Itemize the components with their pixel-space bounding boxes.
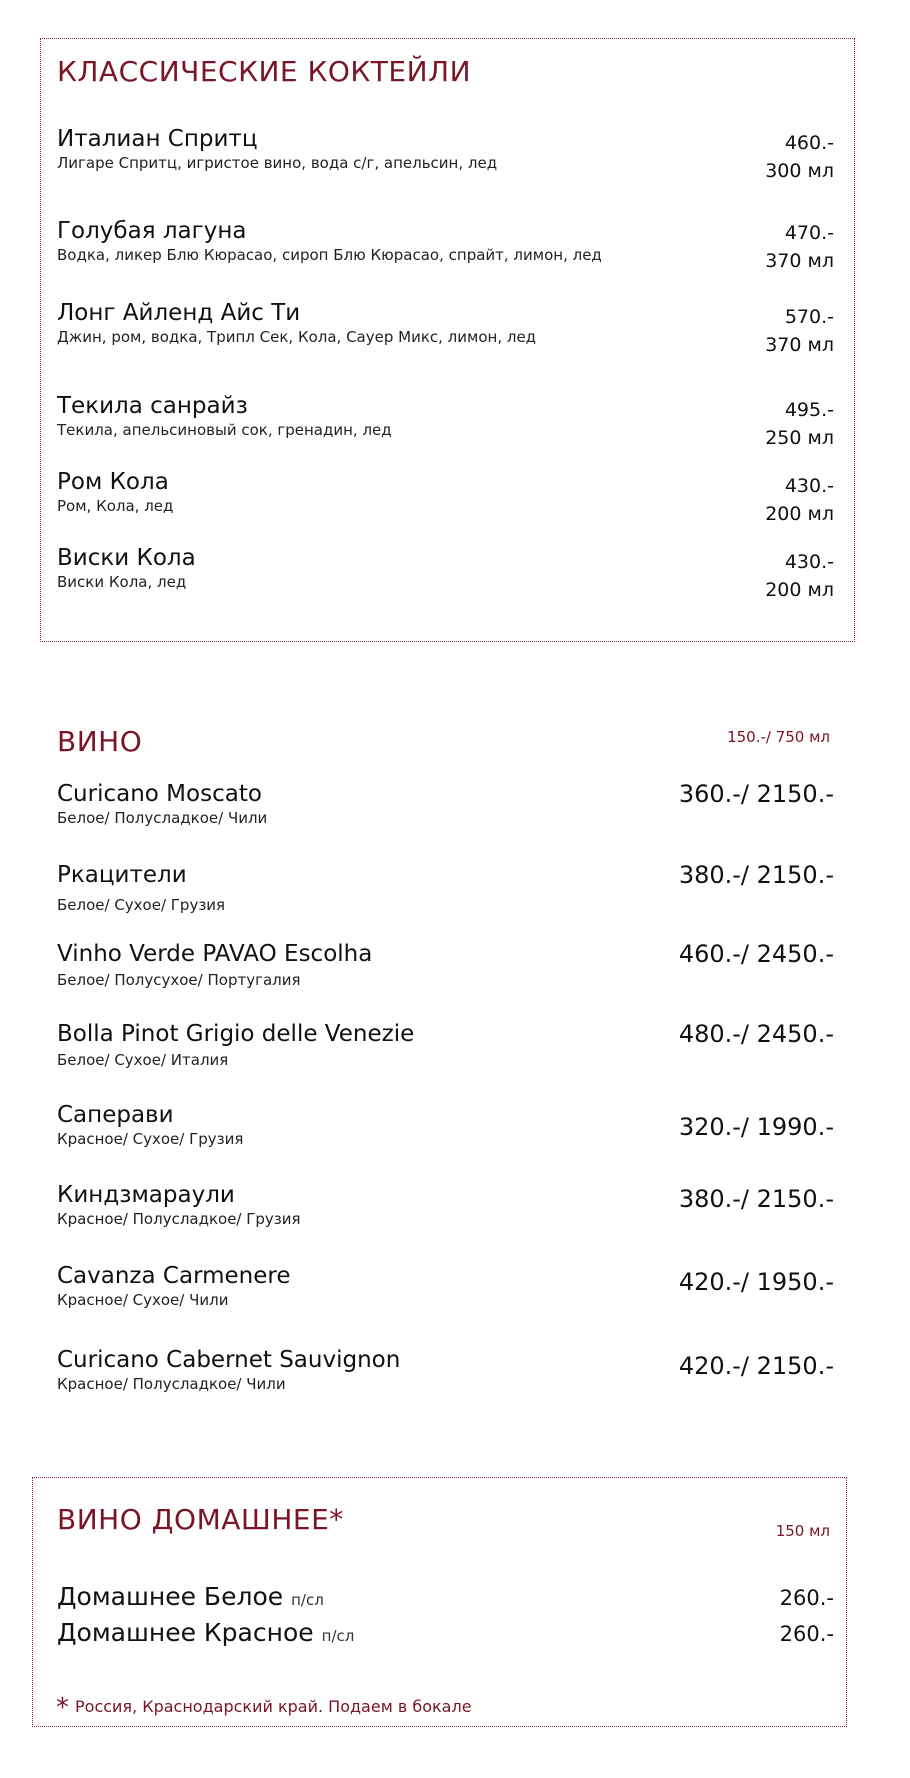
item-description: Красное/ Полусладкое/ Грузия (57, 1210, 301, 1228)
item-description: Белое/ Полусладкое/ Чили (57, 809, 268, 827)
menu-item (57, 299, 834, 356)
footnote (56, 1693, 472, 1723)
item-price (765, 129, 834, 185)
menu-item (57, 125, 834, 182)
item-description: Виски Кола, лед (57, 573, 187, 591)
item-description: Водка, ликер Блю Кюрасао, сироп Блю Кюрасао, спрайт, лимон, лед (57, 246, 602, 264)
wine-volume-note: 150.-/ 750 мл (727, 728, 830, 746)
item-price (765, 219, 834, 275)
item-name: Киндзмараули (57, 1182, 235, 1208)
volume-value: 370 мл (765, 250, 834, 272)
item-name: Curicano Moscato (57, 781, 262, 807)
item-price: 260.- (779, 1622, 834, 1646)
house-wine-item (57, 1582, 834, 1616)
item-name: Домашнее Красное (57, 1618, 314, 1647)
item-name: Италиан Спритц (57, 126, 258, 152)
item-name: Cavanza Carmenere (57, 1263, 291, 1289)
section-title-house-wine: ВИНО ДОМАШНЕЕ* (57, 1503, 344, 1536)
item-name: Curicano Cabernet Sauvignon (57, 1347, 401, 1373)
item-price: 380.-/ 2150.- (678, 861, 834, 889)
item-price: 380.-/ 2150.- (678, 1185, 834, 1213)
item-name: Vinho Verde PAVAO Escolha (57, 941, 373, 967)
section-title-wine: ВИНО (57, 725, 143, 758)
item-name: Лонг Айленд Айс Ти (57, 300, 301, 326)
footnote-text: Россия, Краснодарский край. Подаем в бокале (75, 1697, 472, 1716)
footnote-star: * (56, 1693, 69, 1723)
item-price: 420.-/ 1950.- (678, 1268, 834, 1296)
volume-value: 370 мл (765, 334, 834, 356)
wine-item (57, 1020, 834, 1070)
menu-item (57, 392, 834, 449)
item-sweetness: п/сл (321, 1627, 355, 1645)
item-name: Ркацители (57, 862, 187, 888)
price-value: 470.- (784, 222, 834, 244)
volume-value: 200 мл (765, 579, 834, 601)
wine-item (57, 780, 834, 828)
wine-item (57, 1262, 834, 1310)
menu-item (57, 217, 834, 272)
price-value: 430.- (784, 551, 834, 573)
item-name: Виски Кола (57, 545, 196, 571)
item-description: Текила, апельсиновый сок, гренадин, лед (57, 421, 392, 439)
item-description: Белое/ Сухое/ Италия (57, 1051, 229, 1069)
item-description: Ром, Кола, лед (57, 497, 174, 515)
item-sweetness: п/сл (291, 1591, 324, 1609)
price-value: 495.- (784, 399, 834, 421)
item-price: 260.- (779, 1586, 834, 1610)
item-description: Белое/ Сухое/ Грузия (57, 896, 226, 914)
item-price: 420.-/ 2150.- (678, 1352, 834, 1380)
wine-item (57, 1181, 834, 1229)
item-price (765, 303, 834, 359)
item-price: 320.-/ 1990.- (678, 1113, 834, 1141)
item-name: Саперави (57, 1102, 174, 1128)
item-price: 360.-/ 2150.- (678, 780, 834, 808)
item-name: Домашнее Белое (57, 1582, 284, 1611)
item-description: Красное/ Полусладкое/ Чили (57, 1375, 286, 1393)
item-name: Голубая лагуна (57, 218, 247, 244)
item-price: 480.-/ 2450.- (678, 1020, 834, 1048)
price-value: 460.- (784, 132, 834, 154)
item-price (765, 396, 834, 452)
item-price (765, 548, 834, 604)
house-wine-volume-note: 150 мл (775, 1522, 830, 1540)
volume-value: 250 мл (765, 427, 834, 449)
section-title-cocktails: КЛАССИЧЕСКИЕ КОКТЕЙЛИ (57, 55, 472, 88)
item-description: Джин, ром, водка, Трипл Сек, Кола, Сауер Микс, лимон, лед (57, 328, 537, 346)
volume-value: 200 мл (765, 503, 834, 525)
item-name: Ром Кола (57, 469, 169, 495)
house-wine-item (57, 1618, 834, 1652)
menu-item (57, 544, 834, 601)
wine-item (57, 861, 834, 915)
item-price: 460.-/ 2450.- (678, 940, 834, 968)
item-description: Красное/ Сухое/ Чили (57, 1291, 229, 1309)
price-value: 570.- (784, 306, 834, 328)
item-name: Текила санрайз (57, 393, 248, 419)
volume-value: 300 мл (765, 160, 834, 182)
wine-item (57, 940, 834, 990)
price-value: 430.- (784, 475, 834, 497)
wine-item (57, 1101, 834, 1149)
wine-item (57, 1346, 834, 1394)
item-description: Красное/ Сухое/ Грузия (57, 1130, 244, 1148)
menu-item (57, 468, 834, 525)
item-price (765, 472, 834, 528)
item-name: Bolla Pinot Grigio delle Venezie (57, 1021, 415, 1047)
item-description: Лигаре Спритц, игристое вино, вода с/г, апельсин, лед (57, 154, 498, 172)
item-description: Белое/ Полусухое/ Португалия (57, 971, 301, 989)
